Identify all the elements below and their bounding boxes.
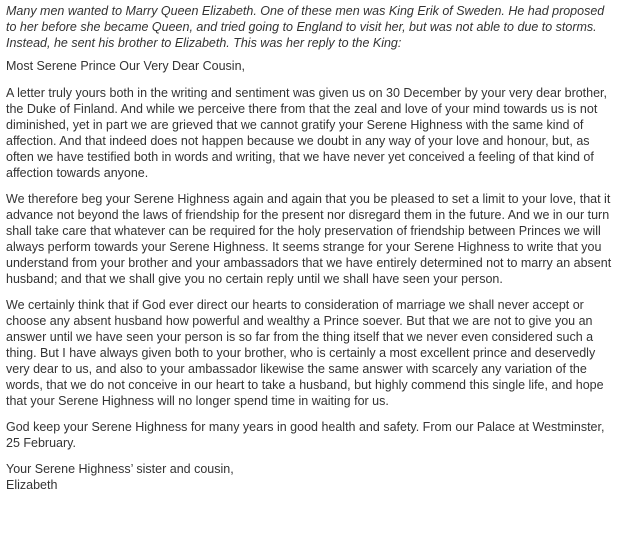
intro-text: Many men wanted to Marry Queen Elizabeth. One of these men was King Erik of Sweden. He had proposed to her before she became Queen, and tried going to England to visit her, but was not able to due to storms. Instead, he sent his brother to Elizabeth. This was her reply to the King: (6, 4, 605, 50)
letter-signoff (6, 461, 615, 493)
letter-paragraph-4: God keep your Serene Highness for many years in good health and safety. From our Palace at Westminster, 25 February. (6, 420, 605, 450)
letter-signature: Elizabeth (6, 478, 58, 492)
letter-closing: Your Serene Highness’ sister and cousin, (6, 462, 234, 476)
letter-paragraph-2: We therefore beg your Serene Highness again and again that you be pleased to set a limit to your love, that it advance not beyond the laws of friendship for the present nor disregard them in the future. And we in our turn shall take care that whatever can be required for the holy preservation of friendship between Princes we will always perform towards your Serene Highness. It seems strange for your Serene Highness to write that you understand from your brother and your ambassadors that we have entirely determined not to marry an absent husband; and that we shall give you no certain reply until we shall have seen your person. (6, 192, 612, 286)
letter-paragraph-1: A letter truly yours both in the writing and sentiment was given us on 30 December by your very dear brother, the Duke of Finland. And while we perceive there from that the zeal and love of your mind towards us is not diminished, yet in part we are grieved that we cannot gratify your Serene Highness with the same kind of affection. And that indeed does not happen because we doubt in any way of your love and honour, but, as often we have testified both in words and writing, that we have never yet conceived a feeling of that kind of affection towards anyone. (6, 86, 608, 180)
letter-greeting: Most Serene Prince Our Very Dear Cousin, (6, 59, 245, 73)
letter-paragraph-3: We certainly think that if God ever direct our hearts to consideration of marriage we shall never accept or choose any absent husband how powerful and wealthy a Prince soever. But that we are not to give you an answer until we have seen your person is so far from the thing itself that we never even considered such a thing. But I have always given both to your brother, who is certainly a most excellent prince and deservedly very dear to us, and also to your ambassador likewise the same answer with scarcely any variation of the words, that we do not conceive in our heart to take a husband, but highly commend this single life, and hope that your Serene Highness will no longer spend time in waiting for us. (6, 298, 604, 408)
